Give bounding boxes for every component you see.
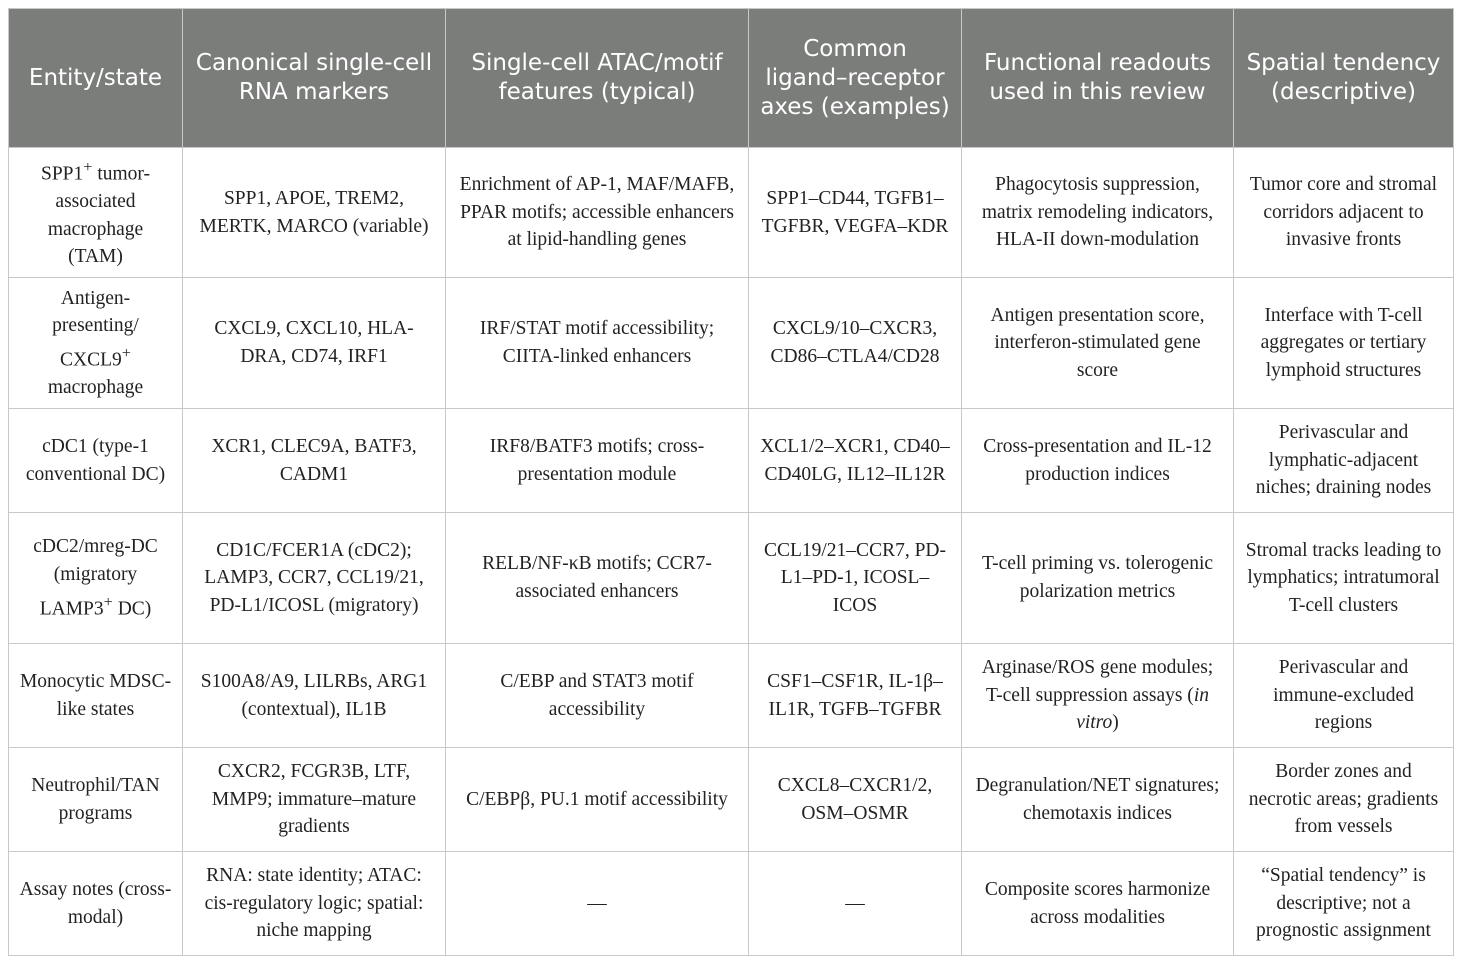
cell-entity: cDC2/mreg-DC (migratory LAMP3+ DC) [9,513,183,644]
cell-rna-markers: CXCR2, FCGR3B, LTF, MMP9; immature–mature gradients [183,748,446,852]
table-row [9,513,1454,644]
cell-spatial-tendency: Interface with T-cell aggregates or tertiary lymphoid structures [1234,278,1454,409]
table-row [9,148,1454,278]
cell-ligand-receptor: SPP1–CD44, TGFB1–TGFBR, VEGFA–KDR [749,148,962,278]
cell-entity: Monocytic MDSC-like states [9,644,183,748]
cell-functional-readouts: Composite scores harmonize across modalities [962,852,1234,956]
table-row [9,409,1454,513]
cell-ligand-receptor: XCL1/2–XCR1, CD40–CD40LG, IL12–IL12R [749,409,962,513]
cell-atac-features: C/EBPβ, PU.1 motif accessibility [446,748,749,852]
cell-atac-features: IRF/STAT motif accessibility; CIITA-linked enhancers [446,278,749,409]
header-rna-markers: Canonical single-cell RNA markers [183,9,446,148]
cell-rna-markers: RNA: state identity; ATAC: cis-regulatory logic; spatial: niche mapping [183,852,446,956]
cell-functional-readouts: Antigen presentation score, interferon-stimulated gene score [962,278,1234,409]
cell-functional-readouts: T-cell priming vs. tolerogenic polarization metrics [962,513,1234,644]
cell-spatial-tendency: Perivascular and lymphatic-adjacent niches; draining nodes [1234,409,1454,513]
cell-atac-features: Enrichment of AP-1, MAF/MAFB, PPAR motifs; accessible enhancers at lipid-handling genes [446,148,749,278]
cell-atac-features: IRF8/BATF3 motifs; cross-presentation module [446,409,749,513]
cell-entity: Antigen-presenting/ CXCL9+ macrophage [9,278,183,409]
cell-functional-readouts: Cross-presentation and IL-12 production indices [962,409,1234,513]
review-table [8,8,1454,956]
cell-atac-features: C/EBP and STAT3 motif accessibility [446,644,749,748]
header-functional-readouts: Functional readouts used in this review [962,9,1234,148]
cell-functional-readouts: Degranulation/NET signatures; chemotaxis indices [962,748,1234,852]
cell-rna-markers: XCR1, CLEC9A, BATF3, CADM1 [183,409,446,513]
cell-ligand-receptor: — [749,852,962,956]
table-row [9,748,1454,852]
table-row [9,852,1454,956]
cell-rna-markers: CXCL9, CXCL10, HLA-DRA, CD74, IRF1 [183,278,446,409]
cell-spatial-tendency: Stromal tracks leading to lymphatics; intratumoral T-cell clusters [1234,513,1454,644]
header-atac-features: Single-cell ATAC/motif features (typical) [446,9,749,148]
cell-entity: SPP1+ tumor-associated macrophage (TAM) [9,148,183,278]
table-header-row [9,9,1454,148]
cell-ligand-receptor: CXCL8–CXCR1/2, OSM–OSMR [749,748,962,852]
cell-spatial-tendency: “Spatial tendency” is descriptive; not a prognostic assignment [1234,852,1454,956]
cell-rna-markers: S100A8/A9, LILRBs, ARG1 (contextual), IL1B [183,644,446,748]
cell-spatial-tendency: Perivascular and immune-excluded regions [1234,644,1454,748]
cell-ligand-receptor: CCL19/21–CCR7, PD-L1–PD-1, ICOSL–ICOS [749,513,962,644]
cell-functional-readouts: Phagocytosis suppression, matrix remodeling indicators, HLA-II down-modulation [962,148,1234,278]
cell-entity: Assay notes (cross-modal) [9,852,183,956]
header-spatial-tendency: Spatial tendency (descriptive) [1234,9,1454,148]
table-row [9,278,1454,409]
cell-rna-markers: SPP1, APOE, TREM2, MERTK, MARCO (variable) [183,148,446,278]
cell-ligand-receptor: CXCL9/10–CXCR3, CD86–CTLA4/CD28 [749,278,962,409]
cell-atac-features: — [446,852,749,956]
cell-atac-features: RELB/NF-κB motifs; CCR7-associated enhancers [446,513,749,644]
header-ligand-receptor: Common ligand–receptor axes (examples) [749,9,962,148]
cell-rna-markers: CD1C/FCER1A (cDC2); LAMP3, CCR7, CCL19/21, PD-L1/ICOSL (migratory) [183,513,446,644]
cell-spatial-tendency: Border zones and necrotic areas; gradients from vessels [1234,748,1454,852]
cell-functional-readouts: Arginase/ROS gene modules; T-cell suppression assays (in vitro) [962,644,1234,748]
table-row [9,644,1454,748]
cell-entity: cDC1 (type-1 conventional DC) [9,409,183,513]
cell-entity: Neutrophil/TAN programs [9,748,183,852]
cell-spatial-tendency: Tumor core and stromal corridors adjacent to invasive fronts [1234,148,1454,278]
cell-ligand-receptor: CSF1–CSF1R, IL-1β–IL1R, TGFB–TGFBR [749,644,962,748]
header-entity: Entity/state [9,9,183,148]
